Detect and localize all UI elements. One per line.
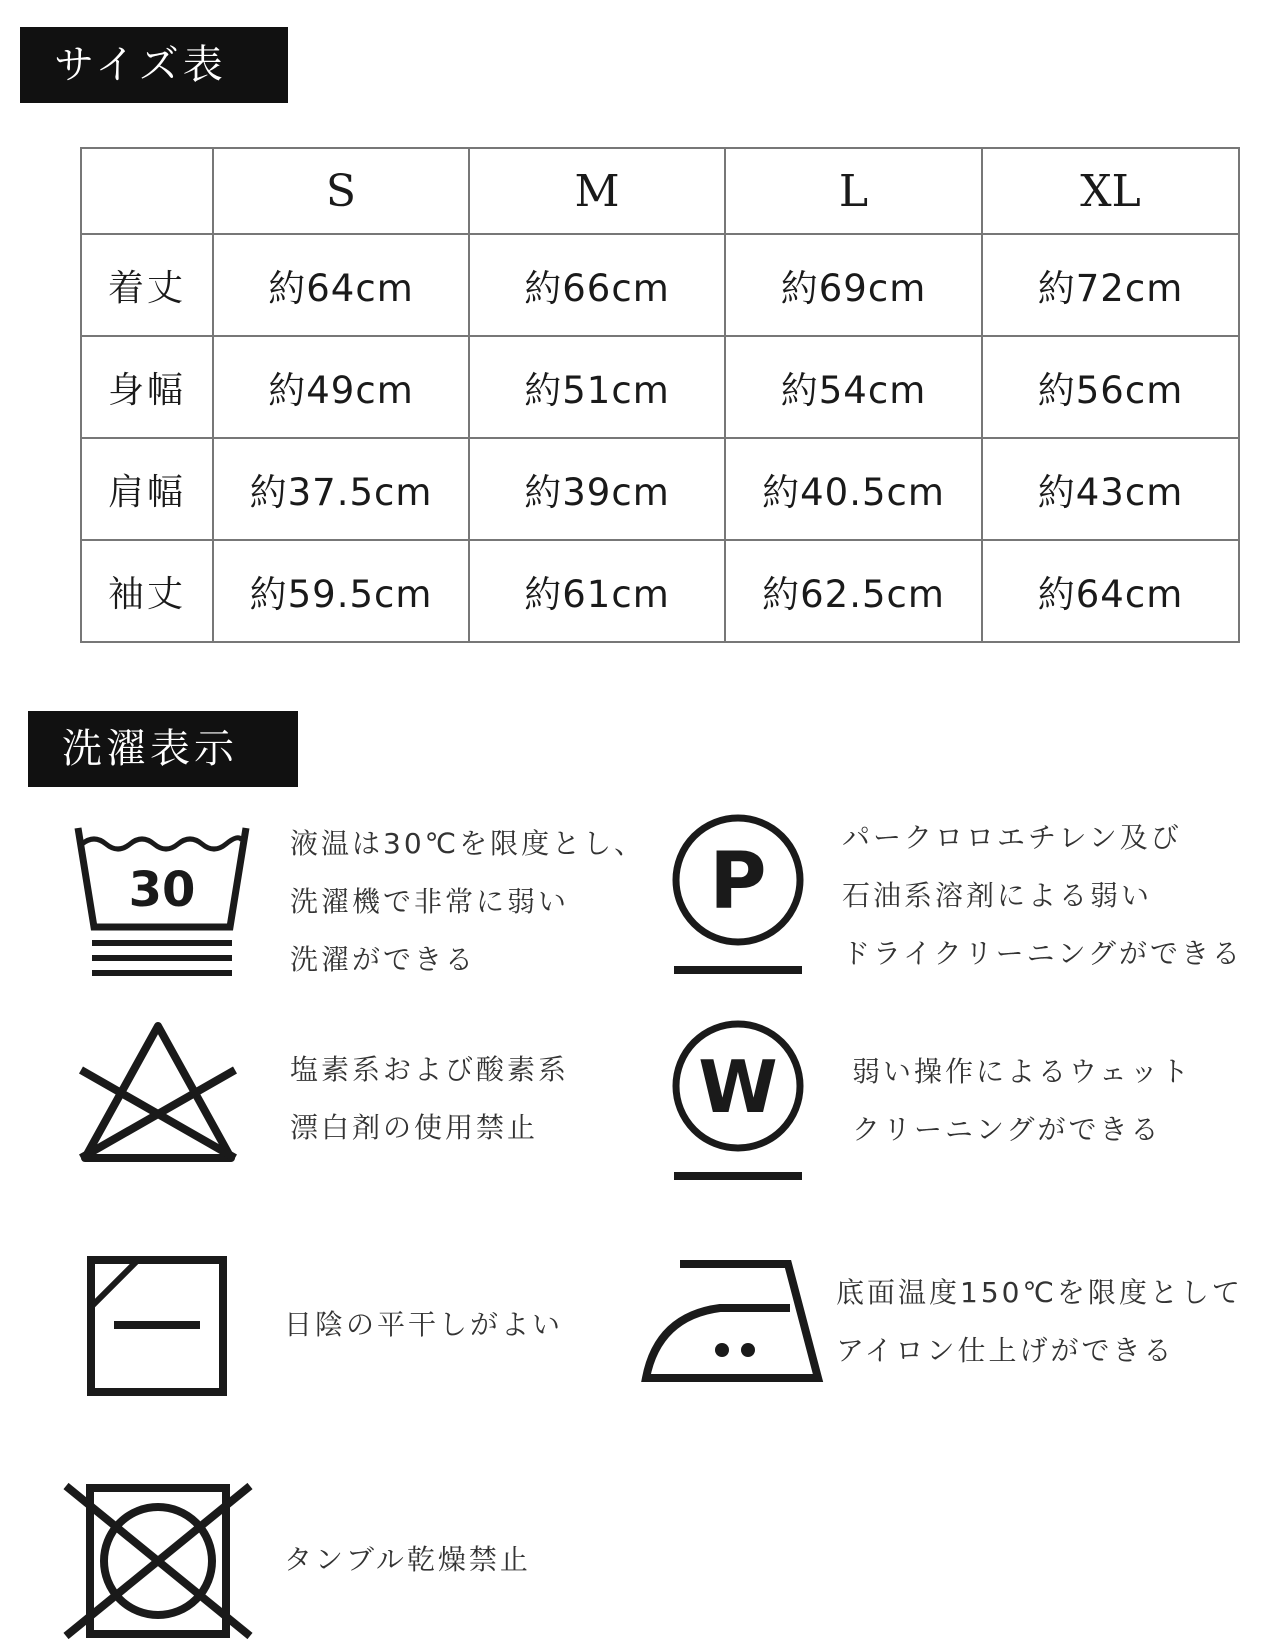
size-column-header: L bbox=[725, 148, 982, 234]
wash-temperature-text: 30 bbox=[128, 862, 196, 918]
table-row bbox=[81, 540, 1239, 642]
table-cell: 約64cm bbox=[982, 540, 1239, 642]
wet-clean-w-gentle-icon bbox=[670, 1016, 806, 1184]
table-cell: 約54cm bbox=[725, 336, 982, 438]
care-text-wet-clean: 弱い操作によるウェット クリーニングができる bbox=[852, 1055, 1192, 1146]
table-cell: 約39cm bbox=[469, 438, 725, 540]
table-cell: 約62.5cm bbox=[725, 540, 982, 642]
care-text-dry: 日陰の平干しがよい bbox=[284, 1308, 564, 1341]
care-text-wash: 液温は30℃を限度とし、 洗濯機で非常に弱い 洗濯ができる bbox=[290, 827, 646, 976]
size-table bbox=[80, 147, 1240, 643]
table-row bbox=[81, 438, 1239, 540]
row-label: 袖丈 bbox=[81, 540, 213, 642]
wet-clean-letter: W bbox=[698, 1045, 778, 1129]
table-cell: 約49cm bbox=[213, 336, 469, 438]
wash-30-very-gentle-icon bbox=[72, 822, 252, 980]
size-column-header: S bbox=[213, 148, 469, 234]
care-text-bleach: 塩素系および酸素系 漂白剤の使用禁止 bbox=[290, 1053, 570, 1144]
table-cell: 約61cm bbox=[469, 540, 725, 642]
iron-150-icon bbox=[640, 1256, 824, 1384]
table-cell: 約64cm bbox=[213, 234, 469, 336]
care-text-iron: 底面温度150℃を限度として アイロン仕上げができる bbox=[836, 1276, 1243, 1367]
table-cell: 約51cm bbox=[469, 336, 725, 438]
care-text-dry-clean: パークロロエチレン及び 石油系溶剤による弱い ドライクリーニングができる bbox=[842, 821, 1244, 970]
table-row bbox=[81, 234, 1239, 336]
size-table-corner-cell bbox=[81, 148, 213, 234]
dry-clean-letter: P bbox=[709, 837, 767, 927]
care-label-heading: 洗濯表示 bbox=[28, 711, 298, 787]
size-table-header-row bbox=[81, 148, 1239, 234]
row-label: 肩幅 bbox=[81, 438, 213, 540]
table-cell: 約72cm bbox=[982, 234, 1239, 336]
size-column-header: XL bbox=[982, 148, 1239, 234]
table-cell: 約66cm bbox=[469, 234, 725, 336]
table-cell: 約37.5cm bbox=[213, 438, 469, 540]
row-label: 身幅 bbox=[81, 336, 213, 438]
table-cell: 約59.5cm bbox=[213, 540, 469, 642]
table-row bbox=[81, 336, 1239, 438]
table-cell: 約56cm bbox=[982, 336, 1239, 438]
table-cell: 約43cm bbox=[982, 438, 1239, 540]
size-chart-heading: サイズ表 bbox=[20, 27, 288, 103]
table-cell: 約40.5cm bbox=[725, 438, 982, 540]
size-column-header: M bbox=[469, 148, 725, 234]
no-bleach-icon bbox=[75, 1018, 241, 1168]
table-cell: 約69cm bbox=[725, 234, 982, 336]
no-tumble-dry-icon bbox=[62, 1482, 254, 1640]
row-label: 着丈 bbox=[81, 234, 213, 336]
shade-flat-dry-icon bbox=[86, 1255, 228, 1397]
care-text-tumble: タンブル乾燥禁止 bbox=[284, 1543, 531, 1576]
dry-clean-p-gentle-icon bbox=[670, 810, 806, 978]
